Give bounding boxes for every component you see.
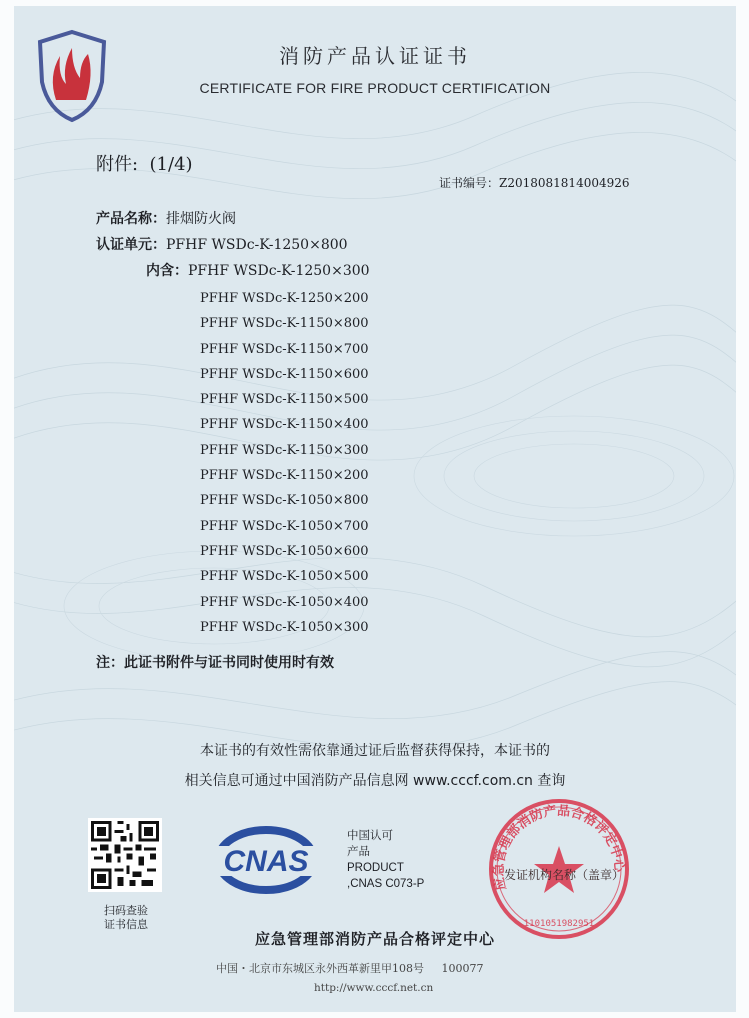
model-list [200,286,420,640]
certified-unit-value: PFHF WSDc-K-1250×800 [166,237,348,253]
model-item: PFHF WSDc-K-1150×400 [200,417,369,433]
certificate-title: 消防产品认证证书 [279,44,471,68]
certificate-sheet [14,6,736,1012]
certificate-subtitle: CERTIFICATE FOR FIRE PRODUCT CERTIFICATION [199,80,551,96]
organization-website-link[interactable]: http://www.cccf.net.cn [314,982,434,994]
organization-address: 中国・北京市东城区永外西革新里甲108号 100077 [216,962,484,975]
model-item: PFHF WSDc-K-1050×300 [200,619,369,635]
model-item: PFHF WSDc-K-1150×300 [200,442,369,458]
validity-statement-line2: 相关信息可通过中国消防产品信息网 www.cccf.com.cn 查询 [184,773,566,789]
validity-note: 注：此证书附件与证书同时使用时有效 [96,655,334,671]
model-item: PFHF WSDc-K-1050×800 [200,493,369,509]
model-item: PFHF WSDc-K-1150×600 [200,366,369,382]
qr-caption: 扫码查验 证书信息 [104,904,148,931]
postal-code: 100077 [441,962,484,975]
model-item: PFHF WSDc-K-1050×600 [200,543,369,559]
product-name-value: 排烟防火阀 [166,211,236,227]
includes-row [146,260,370,280]
attachment-label: 附件: (1/4) [96,154,193,175]
certified-unit-label: 认证单元： [96,237,166,253]
model-item: PFHF WSDc-K-1150×200 [200,468,369,484]
certified-unit-row [96,234,348,254]
includes-label: 内含： [146,263,188,279]
model-item: PFHF WSDc-K-1050×500 [200,569,369,585]
model-item: PFHF WSDc-K-1050×700 [200,518,369,534]
model-item: PFHF WSDc-K-1150×800 [200,316,369,332]
model-item: PFHF WSDc-K-1250×200 [200,291,369,306]
issuer-signature-label: 发证机构名称（盖章） [504,868,625,882]
svg-text:应急管理部消防产品合格评定中心: 应急管理部消防产品合格评定中心 [491,803,627,892]
includes-first-value: PFHF WSDc-K-1250×300 [188,263,370,279]
model-item: PFHF WSDc-K-1050×400 [200,594,369,610]
model-item: PFHF WSDc-K-1150×700 [200,341,369,357]
svg-text:CNAS: CNAS [223,845,309,878]
certificate-number: 证书编号：Z2018081814004926 [439,176,630,190]
attachment-page: (1/4) [149,154,193,175]
qr-code[interactable] [88,818,162,892]
product-name-label: 产品名称： [96,211,166,227]
issuing-organization: 应急管理部消防产品合格评定中心 [254,930,495,948]
cnas-accreditation-text: 中国认可 产品 PRODUCT ,CNAS C073-P [347,830,425,890]
model-item: PFHF WSDc-K-1150×500 [200,392,369,408]
product-name-row [96,208,236,228]
validity-statement-line1: 本证书的有效性需依靠通过证后监督获得保持，本证书的 [200,743,550,759]
svg-text:1101051982951: 1101051982951 [523,919,595,929]
cnas-logo [206,816,326,900]
